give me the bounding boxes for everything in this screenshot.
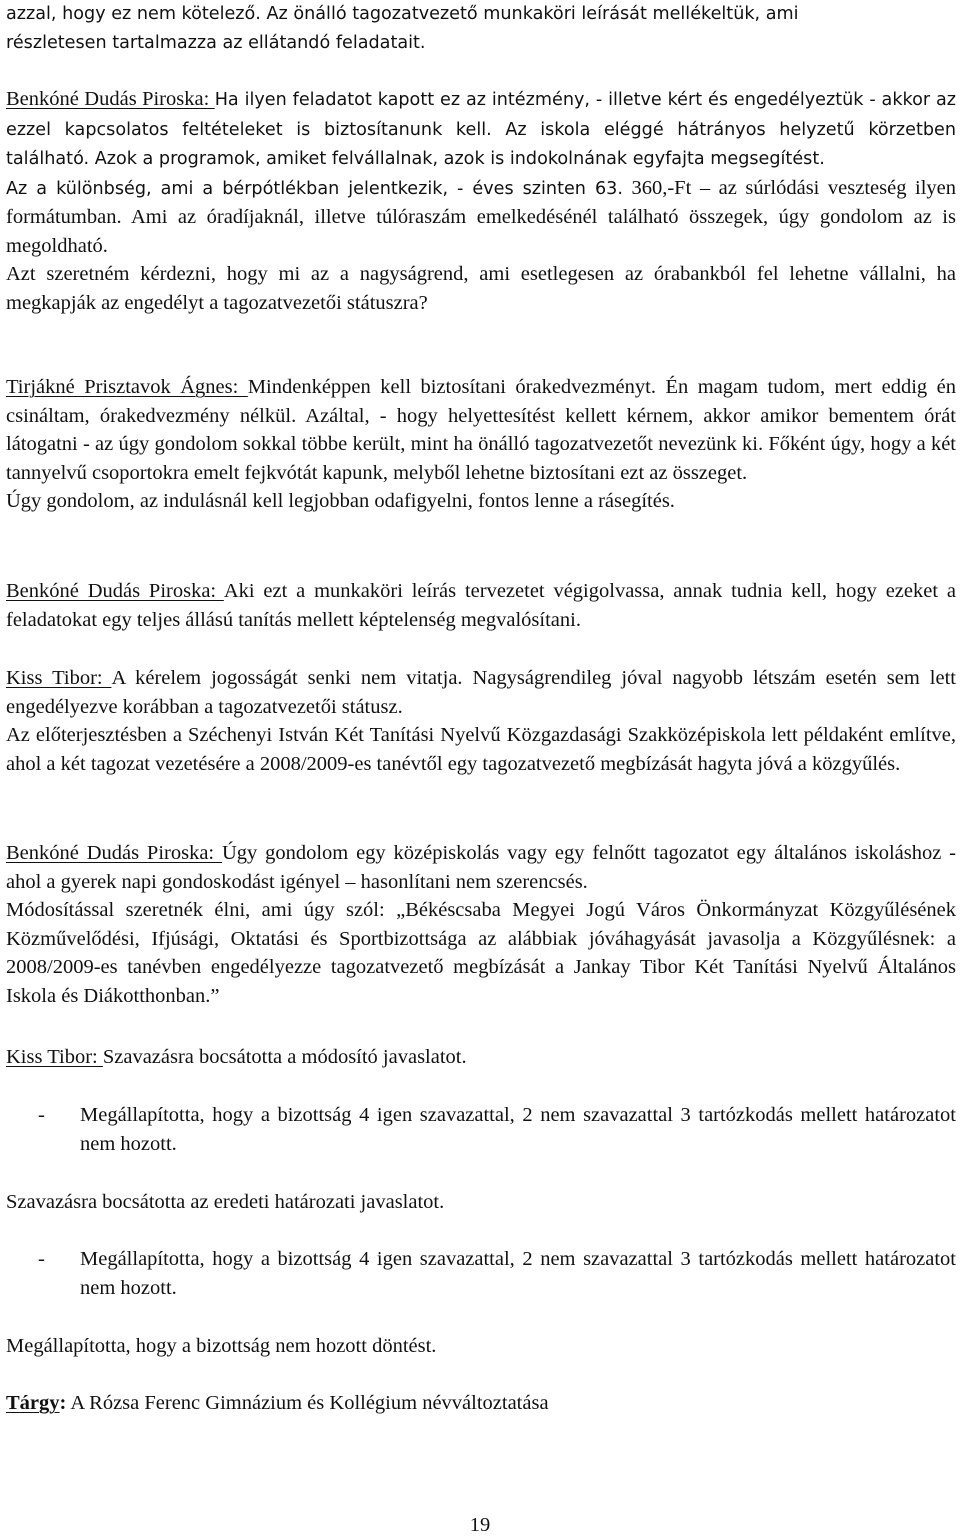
paragraph-benkone-3 [6,839,956,1010]
statement-text: Szavazásra bocsátotta a módosító javaslatot. [102,1046,467,1068]
speaker-name: Benkóné Dudás Piroska: [6,88,215,110]
paragraph-intro [6,0,956,57]
statement-text: Megállapította, hogy a bizottság nem hozott döntést. [6,1335,437,1357]
intro-line-1: azzal, hogy ez nem kötelező. Az önálló tagozatvezető munkaköri leírását mellékeltük, ami [6,4,799,24]
paragraph-conclusion [6,1332,956,1361]
speaker-name: Kiss Tibor: [6,667,112,689]
paragraph-benkone-1 [6,85,956,317]
speaker-name: Tirjákné Prisztavok Ágnes: [6,376,248,398]
paragraph-vote-original [6,1188,956,1217]
statement-text: Úgy gondolom egy középiskolás vagy egy felnőtt tagozatot egy általános iskoláshoz - ahol a gyerek napi gondoskodást igényel – hasonlítani nem szerencsés. [6,842,956,893]
vote-result-text: Megállapította, hogy a bizottság 4 igen szavazattal, 2 nem szavazattal 3 tartózkodás mellett határozatot nem hozott. [80,1248,956,1299]
speaker-name: Benkóné Dudás Piroska: [6,842,222,864]
paragraph-benkone-2 [6,577,956,634]
intro-line-2: részletesen tartalmazza az ellátandó feladatait. [6,32,426,53]
statement-text: Úgy gondolom, az indulásnál kell legjobban odafigyelni, fontos lenne a rásegítés. [6,490,675,512]
list-dash: - [38,1104,45,1126]
statement-text: Szavazásra bocsátotta az eredeti határozati javaslatot. [6,1191,445,1213]
paragraph-tirjakne [6,373,956,516]
vote-result-text: Megállapította, hogy a bizottság 4 igen szavazattal, 2 nem szavazattal 3 tartózkodás mellett határozatot nem hozott. [80,1104,956,1155]
statement-text: Aki ezt a munkaköri leírás tervezetet végigolvassa, annak tudnia kell, hogy ezeket a feladatokat egy teljes állású tanítás mellett képtelenség megvalósítani. [6,580,956,631]
speaker-name: Benkóné Dudás Piroska: [6,580,224,602]
subject-label: Tárgy [6,1392,60,1414]
list-dash: - [38,1248,45,1270]
statement-text: 360,-Ft – az súrlódási veszteség ilyen formátumban. Ami az óradíjaknál, illetve túlóraszám emelkedésénél található összegek, úgy gondolom az is megoldható. [6,176,956,257]
paragraph-kiss-1 [6,664,956,778]
statement-text: Az a különbség, ami a bérpótlékban jelentkezik, - éves szinten 63. [6,178,623,199]
speaker-name: Kiss Tibor: [6,1046,103,1068]
statement-text: Mindenképpen kell biztosítani órakedvezményt. Én magam tudom, mert eddig én csináltam, órakedvezmény nélkül. Azáltal, - hogy helyettesítést kellett kérnem, akkor amikor bementem órát látogatni - az úgy gondolom sokkal többe került, mint ha önálló tagozatvezetőt nevezünk ki. Főként úgy, hogy a két tannyelvű csoportokra emelt fejkvótát kapunk, melyből lehetne biztosítani ezt az összeget. [6,376,956,484]
statement-text: Az előterjesztésben a Széchenyi István Két Tanítási Nyelvű Közgazdasági Szakközépiskola lett példaként említve, ahol a két tagozat vezetésére a 2008/2009-es tanévtől egy tagozatvezető megbízását hagyta jóvá a közgyűlés. [6,724,956,775]
statement-text: A kérelem jogosságát senki nem vitatja. Nagyságrendileg jóval nagyobb létszám esetén sem lett engedélyezve korábban a tagozatvezetői státusz. [6,667,956,718]
statement-text: Módosítással szeretnék élni, ami úgy szól: „Békéscsaba Megyei Jogú Város Önkormányzat Közgyűlésének Közművelődési, Ifjúsági, Oktatási és Sportbizottsága az alábbiak jóváhagyását javasolja a Közgyűlésnek: a 2008/2009-es tanévben engedélyezze tagozatvezető megbízását a Jankay Tibor Két Tanítási Nyelvű Általános Iskola és Diákotthonban.” [6,899,956,1007]
vote-result-2 [6,1245,956,1302]
page-number: 19 [469,1514,491,1536]
statement-text: Azt szeretném kérdezni, hogy mi az a nagyságrend, ami esetlegesen az órabankból fel lehetne vállalni, ha megkapják az engedélyt a tagozatvezetői státuszra? [6,263,956,314]
subject-colon: : [59,1392,67,1414]
paragraph-kiss-2 [6,1043,956,1072]
vote-result-1 [6,1101,956,1158]
subject-heading [6,1389,956,1418]
subject-text: A Rózsa Ferenc Gimnázium és Kollégium névváltoztatása [66,1392,549,1414]
statement-text: Ha ilyen feladatot kapott ez az intézmény, - illetve kért és engedélyeztük - akkor az ezzel kapcsolatos feltételeket is biztosítanunk kell. Az iskola eléggé hátrányos helyzetű körzetben található. Azok a programok, amiket felvállalnak, azok is indokolnának egyfajta megsegítést. [6,90,956,169]
